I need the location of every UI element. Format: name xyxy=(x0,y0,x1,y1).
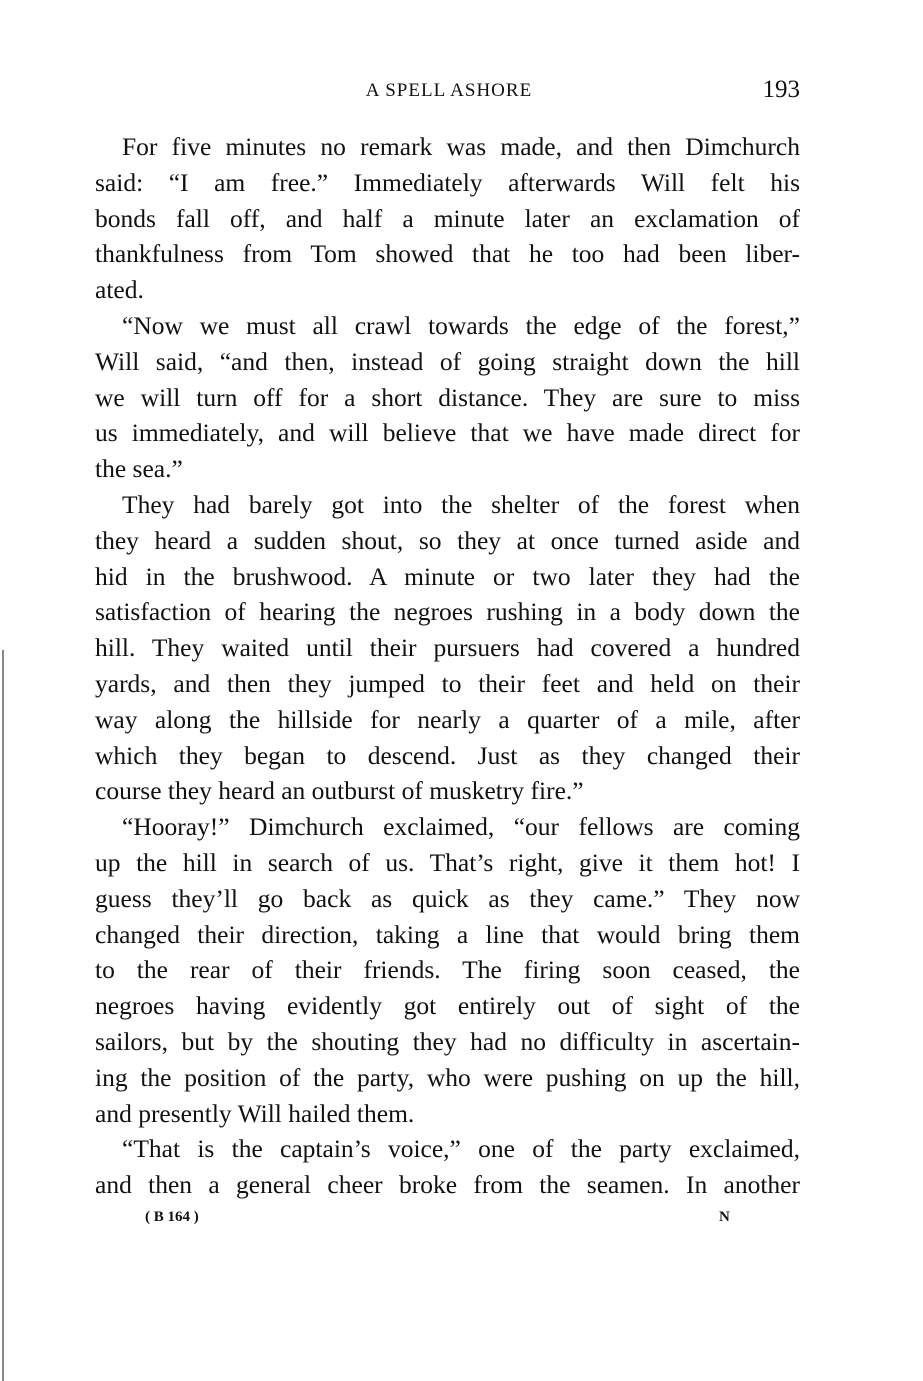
text-line: yards, and then they jumped to their feet and held on their xyxy=(95,668,800,698)
scan-edge xyxy=(2,650,4,1381)
text-line: sailors, but by the shouting they had no difficulty in ascertain- xyxy=(95,1026,800,1056)
text-line: Will said, “and then, instead of going straight down the hill xyxy=(95,346,800,376)
text-line: changed their direction, taking a line that would bring them xyxy=(95,919,800,949)
text-line: “That is the captain’s voice,” one of the party exclaimed, xyxy=(122,1134,800,1164)
body-text xyxy=(95,129,800,1203)
text-line: ated. xyxy=(95,275,144,305)
text-line: hill. They waited until their pursuers had covered a hundred xyxy=(95,633,800,663)
running-header: A SPELL ASHORE xyxy=(365,80,533,101)
text-line: course they heard an outburst of musketry fire.” xyxy=(95,776,584,806)
gathering-mark: N xyxy=(719,1209,730,1225)
text-line: way along the hillside for nearly a quarter of a mile, after xyxy=(95,704,800,734)
text-line: to the rear of their friends. The firing soon ceased, the xyxy=(95,955,800,985)
text-line: They had barely got into the shelter of the forest when xyxy=(122,489,800,519)
text-line: us immediately, and will believe that we have made direct for xyxy=(95,418,800,448)
text-line: guess they’ll go back as quick as they came.” They now xyxy=(95,883,800,913)
text-line: which they began to descend. Just as they changed their xyxy=(95,740,800,770)
text-line: said: “I am free.” Immediately afterwards Will felt his xyxy=(95,167,800,197)
signature-mark: ( B 164 ) xyxy=(145,1209,199,1225)
text-line: thankfulness from Tom showed that he too had been liber- xyxy=(95,239,800,269)
text-line: the sea.” xyxy=(95,454,183,484)
text-line: For five minutes no remark was made, and then Dimchurch xyxy=(122,132,800,161)
text-line: ing the position of the party, who were pushing on up the hill, xyxy=(95,1062,800,1092)
page-number: 193 xyxy=(762,76,800,103)
text-line: they heard a sudden shout, so they at once turned aside and xyxy=(95,525,800,555)
text-line: up the hill in search of us. That’s right, give it them hot! I xyxy=(95,847,800,877)
text-line: negroes having evidently got entirely out of sight of the xyxy=(95,991,800,1021)
text-line: “Now we must all crawl towards the edge of the forest,” xyxy=(122,310,800,340)
text-line: we will turn off for a short distance. They are sure to miss xyxy=(95,382,800,412)
text-line: satisfaction of hearing the negroes rushing in a body down the xyxy=(95,597,800,627)
text-line: hid in the brushwood. A minute or two later they had the xyxy=(95,561,800,591)
text-line: “Hooray!” Dimchurch exclaimed, “our fellows are coming xyxy=(122,812,800,842)
text-line: and then a general cheer broke from the seamen. In another xyxy=(95,1170,800,1200)
text-line: bonds fall off, and half a minute later an exclamation of xyxy=(95,203,800,233)
text-line: and presently Will hailed them. xyxy=(95,1098,415,1128)
